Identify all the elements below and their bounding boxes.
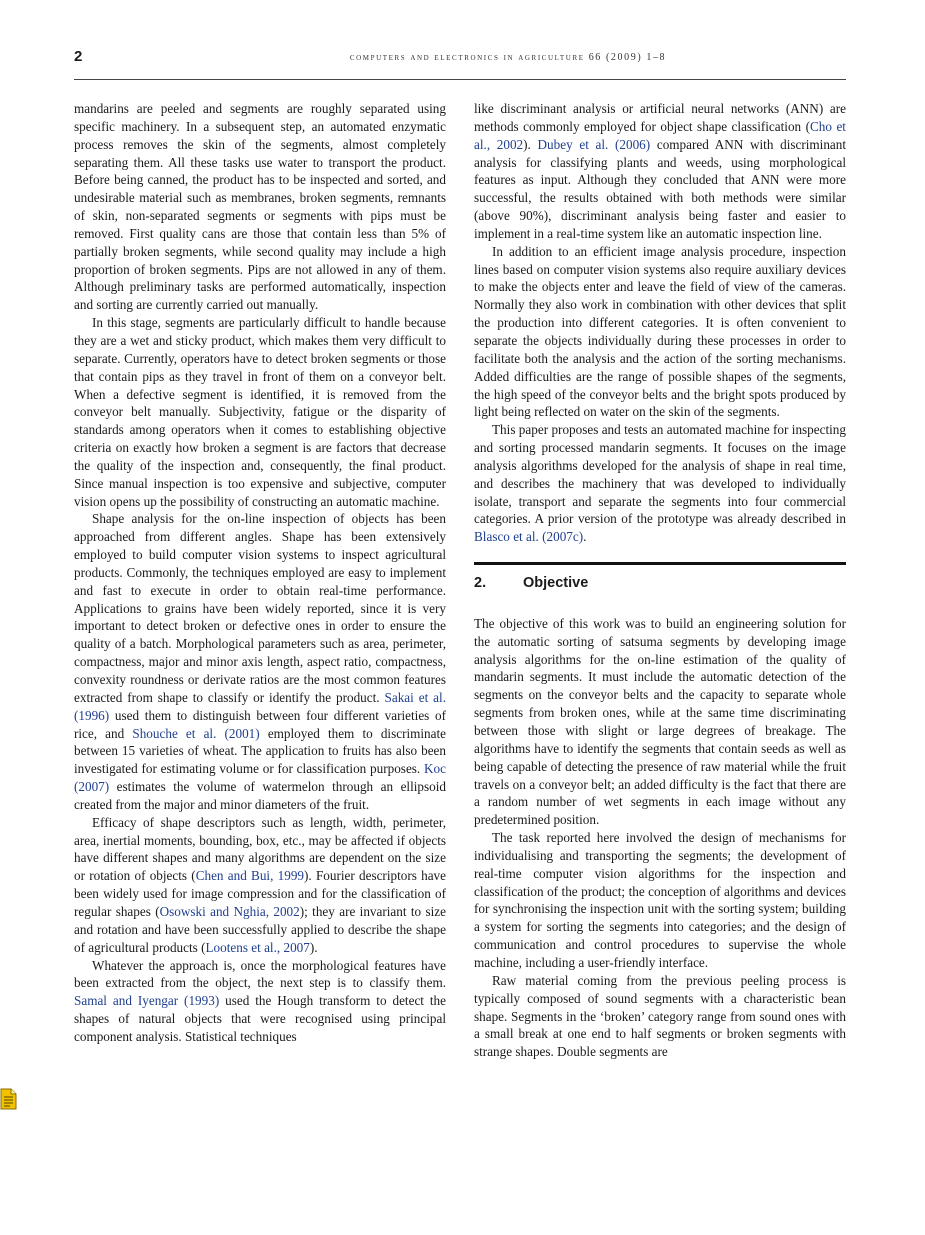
citation-link[interactable]: Chen and Bui, 1999 xyxy=(195,868,305,884)
paragraph: Whatever the approach is, once the morphological features have been extracted from the object, the next step is to classify them. Samal and Iyengar (1993) used the Hough transform to detect the shapes of natural objects that were recognised using principal component analysis. Statistical techniques xyxy=(74,957,447,1044)
section-number: 2. xyxy=(474,575,487,592)
section-rule xyxy=(474,562,846,565)
paragraph: The task reported here involved the design of mechanisms for individualising and transporting the segments; the development of real-time computer vision algorithms for the inspection and classification of the product; the conception of algorithms and devices for synchronising the inspection unit with the sorting system; building a system for sorting the segments into categories; and the design of communication and control procedures to supervise the whole machine, including a user-friendly interface. xyxy=(474,830,846,970)
right-column xyxy=(474,100,846,1061)
note-icon[interactable] xyxy=(0,1088,17,1110)
section-title: Objective xyxy=(523,575,589,592)
citation-link[interactable]: Samal and Iyengar (1993) xyxy=(74,993,220,1009)
paragraph: mandarins are peeled and segments are roughly separated using specific machinery. In a subsequent step, an automated enzymatic process removes the skin of the segments, almost completely separating them. All these tasks use water to transport the product. Before being canned, the product has to be inspected and sorted, and undesirable material such as membranes, broken segments, remnants of skin, non-separated segments or segments with pips must be removed. First quality cans are those that contain less than 5% of partially broken segments, while second quality may include a high proportion of broken segments. Pips are not allowed in any of them. Although preliminary tasks are performed automatically, inspection and sorting are currently carried out manually. xyxy=(74,101,446,313)
citation-link[interactable]: Blasco et al. (2007c) xyxy=(474,529,584,545)
paragraph: like discriminant analysis or artificial neural networks (ANN) are methods commonly employed for object shape classification (Cho et al., 2002). Dubey et al. (2006) compared ANN with discriminant analysis for classifying plants and weeds, using morphological features as input. Although they concluded that ANN were more successful, the results obtained with both methods were similar (above 90%), discriminant analysis being faster and easier to implement in a real-time system like an automatic inspection line. xyxy=(474,101,847,241)
paragraph: In this stage, segments are particularly difficult to handle because they are a wet and sticky product, which makes them very difficult to separate. Currently, operators have to detect broken segments or those that contain pips as they travel in front of them on a conveyor belt. When a defective segment is identified, it is removed from the conveyor belt manually. Subjectivity, fatigue or the disparity of standards among operators when it comes to establishing objective criteria on exactly how broken a segment is are factors that decrease the quality of the inspection and, consequently, the final product. Since manual inspection is too expensive and subjective, computer vision opens up the possibility of constructing an automatic machine. xyxy=(74,315,446,509)
citation-link[interactable]: Koc (2007) xyxy=(74,761,447,795)
citation-link[interactable]: Lootens et al., 2007 xyxy=(205,939,310,955)
left-column xyxy=(74,100,446,1046)
paragraph: Raw material coming from the previous peeling process is typically composed of sound segments with a characteristic bean shape. Segments in the ‘broken’ category range from sound ones with a small break at one end to half segments or broken segments with strange shapes. Double segments are xyxy=(474,972,846,1060)
citation-link[interactable]: Shouche et al. (2001) xyxy=(132,725,260,741)
paragraph: This paper proposes and tests an automated machine for inspecting and sorting processed mandarin segments. It focuses on the image analysis algorithms developed for the analysis of shape in real time, and describes the machinery that was developed to individually isolate, transport and separate the segments into four commercial categories. A prior version of the prototype was already described in Blasco et al. (2007c). xyxy=(474,422,846,545)
header-rule xyxy=(74,79,846,80)
paragraph: In addition to an efficient image analysis procedure, inspection lines based on computer vision systems also require auxiliary devices to make the objects enter and leave the field of view of the cameras. Normally they also work in combination with other devices that split the production into different categories. It is often convenient to separate the objects individually during these processes in order to facilitate both the analysis and the action of the sorting mechanisms. Added difficulties are the range of possible shapes of the segments, the high speed of the conveyor belts and the bright spots produced by light being reflected on water on the skin of the segments. xyxy=(474,243,846,420)
citation-link[interactable]: Cho et al., 2002 xyxy=(474,118,846,152)
citation-link[interactable]: Sakai et al. (1996) xyxy=(74,689,446,723)
paragraph: Shape analysis for the on-line inspection of objects has been approached from different angles. Shape has been extensively employed to build computer vision systems to inspect agricultural products. Commonly, the techniques employed are easy to implement and fast to execute in order to obtain real-time performance. Applications to grains have been widely reported, since it is very important to detect broken or defective ones in order to ensure the quality of a batch. Morphological parameters such as area, perimeter, compactness, major and minor axis length, aspect ratio, compactness, convexity roundness or derivate ratios are the most common features extracted from shape to classify or identify the product. Sakai et al. (1996) used them to distinguish between four different varieties of rice, and Shouche et al. (2001) employed them to discriminate between 15 varieties of wheat. The application to fruits has also been investigated for estimating volume or for classification purposes. Koc (2007) estimates the volume of watermelon through an ellipsoid created from the major and minor diameters of the fruit. xyxy=(74,511,447,812)
citation-link[interactable]: Osowski and Nghia, 2002 xyxy=(159,903,300,919)
running-header xyxy=(74,48,846,68)
paragraph: The objective of this work was to build an engineering solution for the automatic sorting of satsuma segments by developing image analysis algorithms for the on-line estimation of the quality of mandarin segments. It must include the automatic detection of the segments on the conveyor belts and the capacity to separate whole segments from broken ones, while at the same time discriminating between those with slight or large degrees of breakage. The algorithms have to identify the segments that contain seeds as well as being capable of detecting the presence of raw material while the fruit travels on a conveyor belt; an added difficulty is the fact that there are a random number of wet segments in each image without any predetermined position. xyxy=(474,615,846,828)
paragraph: Efficacy of shape descriptors such as length, width, perimeter, area, inertial moments, bounding, box, etc., may be affected if objects have different shapes and many algorithms are dependent on the size or rotation of objects (Chen and Bui, 1999). Fourier descriptors have been widely used for image compression and for the classification of regular shapes (Osowski and Nghia, 2002); they are invariant to size and rotation and have been successfully applied to describe the shape of agricultural products (Lootens et al., 2007). xyxy=(74,814,446,955)
page-number: 2 xyxy=(74,48,83,65)
citation-link[interactable]: Dubey et al. (2006) xyxy=(537,136,651,152)
section-heading xyxy=(474,575,846,593)
journal-title: computers and electronics in agriculture 66 (2009) 1–8 xyxy=(349,52,667,63)
